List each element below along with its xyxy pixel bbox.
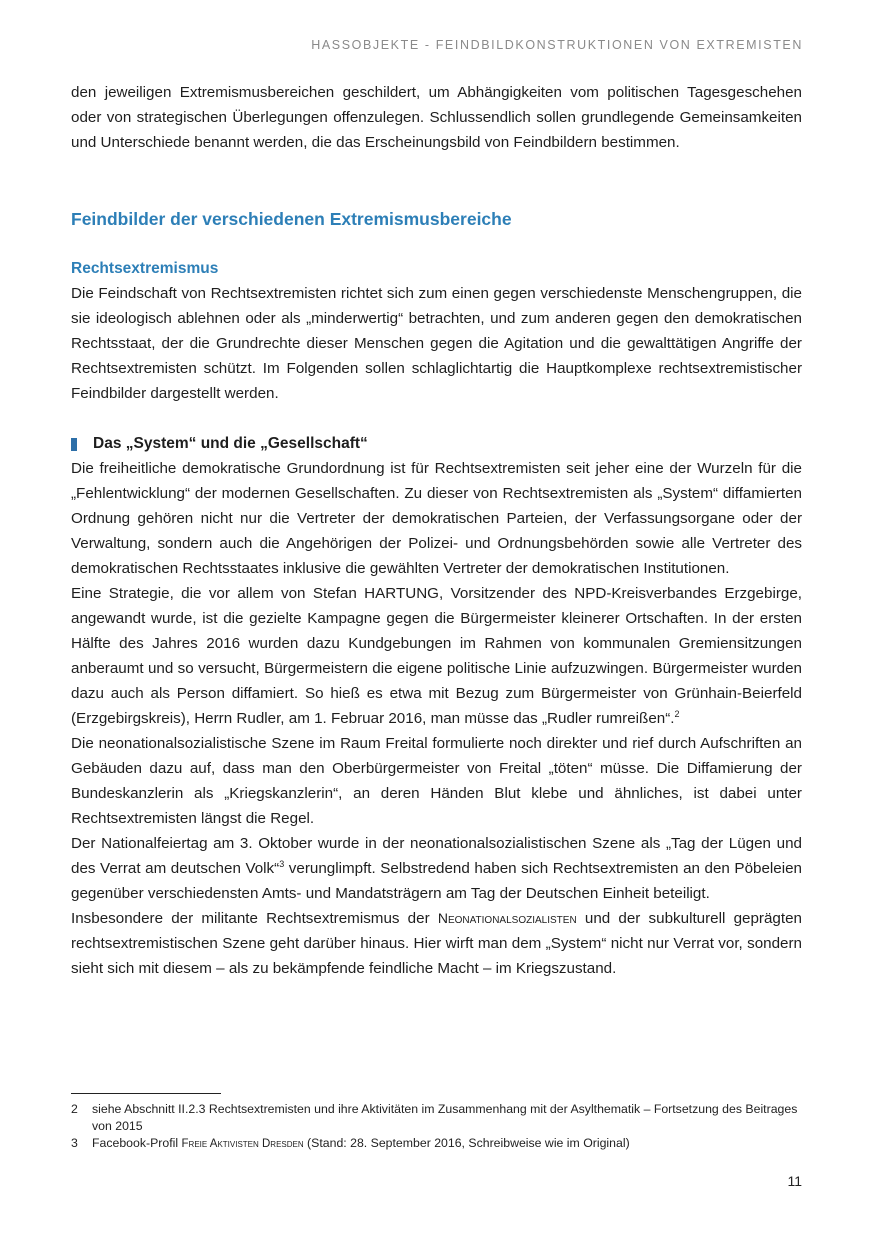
footnote-number: 3 bbox=[71, 1136, 78, 1150]
topic-paragraph-2-text: Eine Strategie, die vor allem von Stefan HARTUNG, Vorsitzender des NPD-Kreisverbandes Erzgebirge, angewandt wurde, ist die gezielte Kampagne gegen die Bürgermeister kleinerer Ortschaften. In der ersten Hälfte des Jahres 2016 wurden dazu Kundgebungen im Rahmen von kommunalen Gremiensitzungen anberaumt und so versucht, Bürgermeistern die eigene politische Linie aufzuzwingen. Bürgermeister wurden dazu auch als Person diffamiert. So hieß es etwa mit Bezug zum Bürgermeister von Grünhain-Beierfeld (Erzgebirgskreis), Herrn Rudler, am 1. Februar 2016, man müsse das „Rudler rumreißen“. bbox=[71, 585, 802, 727]
footnote-text-a: Facebook-Profil bbox=[92, 1136, 182, 1150]
topic-heading-text: Das „System“ und die „Gesellschaft“ bbox=[93, 435, 368, 452]
footnote-smallcaps: Freie Aktivisten Dresden bbox=[181, 1138, 304, 1150]
footnote-text bbox=[92, 1135, 630, 1153]
footnote-number: 2 bbox=[71, 1102, 78, 1116]
topic-paragraph-5-text-a: Insbesondere der militante Rechtsextremismus der bbox=[71, 910, 438, 927]
running-header: HASSOBJEKTE - FEINDBILDKONSTRUKTIONEN VON EXTREMISTEN bbox=[311, 38, 803, 52]
footnote-divider bbox=[71, 1093, 221, 1094]
main-content bbox=[71, 80, 802, 981]
footnote-ref-2[interactable]: 2 bbox=[674, 708, 680, 719]
section-heading: Feindbilder der verschiedenen Extremismusbereiche bbox=[71, 209, 512, 229]
footnotes bbox=[71, 1101, 802, 1153]
topic-paragraph-5-text-b: und der subkulturell geprägten rechtsextremistischen Szene geht darüber hinaus. Hier wirft man dem „System“ nicht nur Verrat vor, sondern sieht sich mit diesem – als zu bekämpfende feindliche Macht – im Kriegszustand. bbox=[71, 910, 802, 977]
group-name-smallcaps: Neonationalsozialisten bbox=[437, 910, 577, 926]
section-paragraph: Die Feindschaft von Rechtsextremisten richtet sich zum einen gegen verschiedenste Menschengruppen, die sie ideologisch ablehnen oder als „minderwertig“ betrachten, und zum anderen gegen den demokratischen Rechtsstaat, der die Grundrechte dieser Menschen gegen die Agitation und die gewalttätigen Angriffe der Rechtsextremisten schützt. Im Folgenden sollen schlaglichtartig die Hauptkomplexe rechtsextremistischer Feindbilder dargestellt werden. bbox=[71, 285, 802, 402]
footnote-3 bbox=[71, 1135, 802, 1153]
topic-paragraph-1: Die freiheitliche demokratische Grundordnung ist für Rechtsextremisten seit jeher eine der Wurzeln für die „Fehlentwicklung“ der modernen Gesellschaften. Zu dieser von Rechtsextremisten als „System“ diffamierten Ordnung gehören nicht nur die Vertreter der demokratischen Parteien, der Verfassungsorgane oder der Verwaltung, sondern auch die Angehörigen der Polizei- und Ordnungsbehörden sowie alle Vertreter des demokratischen Rechtsstaates inklusive die gewählten Vertreter der demokratischen Institutionen. bbox=[71, 460, 802, 577]
footnote-text-b: (Stand: 28. September 2016, Schreibweise wie im Original) bbox=[303, 1136, 630, 1150]
footnote-text: siehe Abschnitt II.2.3 Rechtsextremisten und ihre Aktivitäten im Zusammenhang mit der Asylthematik – Fortsetzung des Beitrages von 2015 bbox=[92, 1102, 798, 1133]
footnote-ref-3[interactable]: 3 bbox=[279, 858, 285, 869]
subsection-heading: Rechtsextremismus bbox=[71, 260, 219, 277]
topic-paragraph-4-text-a: Der Nationalfeiertag am 3. Oktober wurde in der neonationalsozialistischen Szene als „Tag der Lügen und des Verrat am deutschen Volk“ bbox=[71, 835, 802, 877]
topic-paragraph-3: Die neonationalsozialistische Szene im Raum Freital formulierte noch direkter und rief durch Aufschriften an Gebäuden dazu auf, dass man den Oberbürgermeister von Freital „töten“ müsse. Die Diffamierung der Bundeskanzlerin als „Kriegskanzlerin“, an deren Händen Blut klebe und ähnliches, ist dabei unter Rechtsextremisten längst die Regel. bbox=[71, 735, 802, 827]
page-number: 11 bbox=[787, 1173, 802, 1189]
topic-paragraph-5 bbox=[71, 906, 802, 981]
square-bullet-icon bbox=[71, 438, 77, 451]
topic-paragraph-4-text-b: verunglimpft. Selbstredend haben sich Rechtsextremisten an den Pöbeleien gegenüber verschiedensten Amts- und Mandatsträgern am Tag der Deutschen Einheit beteiligt. bbox=[71, 860, 802, 902]
intro-paragraph: den jeweiligen Extremismusbereichen geschildert, um Abhängigkeiten vom politischen Tagesgeschehen oder von strategischen Überlegungen offenzulegen. Schlussendlich sollen grundlegende Gemeinsamkeiten und Unterschiede benannt werden, die das Erscheinungsbild von Feindbildern bestimmen. bbox=[71, 84, 802, 151]
footnote-2 bbox=[71, 1101, 802, 1135]
topic-paragraph-4 bbox=[71, 831, 802, 906]
topic-paragraph-2 bbox=[71, 581, 802, 731]
topic-heading bbox=[71, 432, 802, 456]
